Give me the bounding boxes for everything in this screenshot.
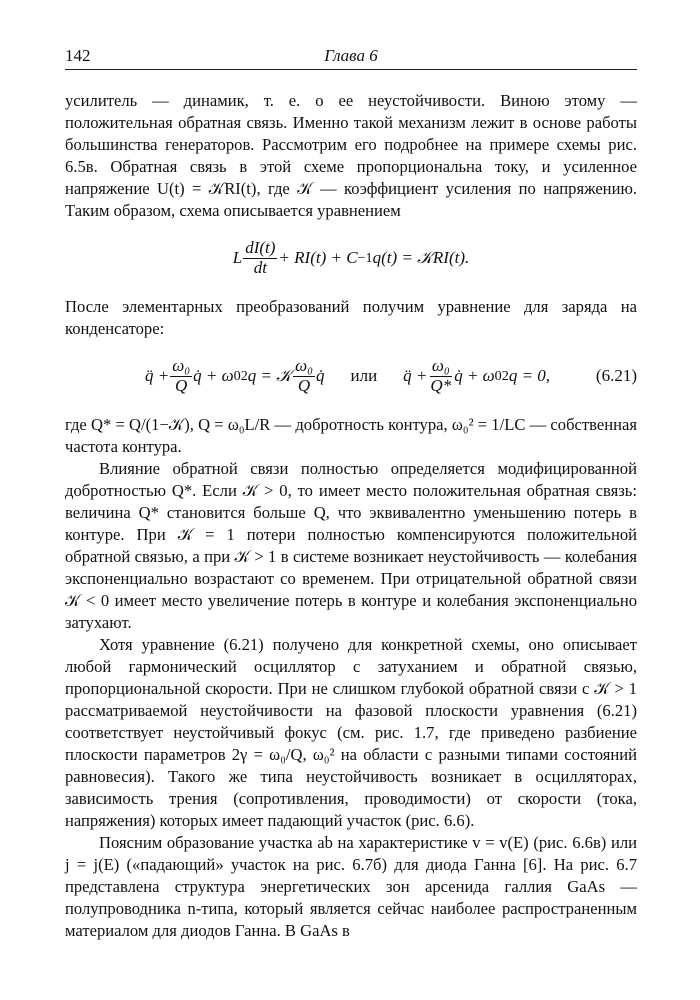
- eq2-frac-c-den: Q*: [430, 375, 452, 395]
- chapter-title: Глава 6: [324, 46, 378, 65]
- eq2-frac-a-num: ω₀: [172, 355, 191, 375]
- eq2-sup-a: 2: [240, 368, 248, 384]
- eq2-qdot-a: q̇ + ω: [193, 366, 234, 385]
- eq2-sup-b: 2: [501, 368, 509, 384]
- eq2-q-eq: q = 𝒦: [247, 366, 293, 385]
- paragraph-4: Влияние обратной связи полностью определяется модифицированной добротностью Q*. Если 𝒦 > 0, то имеет место положительная обратная связь: величина Q* становится больше Q, что эквивалентно уменьшению потерь в контуре. При 𝒦 = 1 потери полностью компенсируются положительной обратной связью, а при 𝒦 > 1 в системе возникает неустойчивость — колебания экспоненциально возрастают со временем. При отрицательной обратной связи 𝒦 < 0 имеет место увеличение потерь в контуре и колебания экспоненциально затухают.: [65, 459, 637, 632]
- paragraph-2: После элементарных преобразований получим уравнение для заряда на конденсаторе:: [65, 297, 637, 338]
- eq2-frac-a: [170, 357, 192, 395]
- eq2-frac-b: [293, 357, 315, 395]
- equation-6-21: [65, 348, 637, 404]
- paragraph-5: Хотя уравнение (6.21) получено для конкретной схемы, оно описывает любой гармонический осциллятор с затуханием и обратной связью, пропорциональной скорости. При не слишком глубокой обратной связи с 𝒦 > 1 рассматриваемой неустойчивости на фазовой плоскости уравнения (6.21) соответствует неустойчивый фокус (см. рис. 1.7, где приведено разбиение плоскости параметров 2γ = ω₀/Q, ω₀² на области с разными типами состояний равновесия). Такого же типа неустойчивость возникает в осцилляторах, зависимость трения (сопротивления, проводимости) от скорости (тока, напряжения) которых имеет падающий участок (рис. 6.6).: [65, 635, 637, 830]
- eq2-qdot-b: q̇ + ω: [454, 366, 495, 385]
- eq2-sub-b: 0: [494, 368, 502, 384]
- eq2-qdot-end: q̇: [315, 366, 325, 385]
- page-header: [65, 42, 637, 72]
- eq1-L: L: [232, 248, 243, 267]
- page-number: 142: [65, 46, 91, 65]
- paragraph-3: где Q* = Q/(1−𝒦), Q = ω₀L/R — добротность контура, ω₀² = 1/LC — собственная частота контура.: [65, 415, 637, 456]
- eq2-frac-c-num: ω₀: [431, 355, 450, 375]
- eq2-sub-a: 0: [233, 368, 241, 384]
- eq2-q-zero: q = 0,: [508, 366, 551, 385]
- paragraph-1: усилитель — динамик, т. е. о ее неустойчивости. Виною этому — положительная обратная связь. Именно такой механизм лежит в основе работы большинства генераторов. Рассмотрим его подробнее на примере схемы рис. 6.5в. Обратная связь в этой схеме пропорциональна току, и усиленное напряжение U(t) = 𝒦RI(t), где 𝒦 — коэффициент усиления по напряжению. Таким образом, схема описывается уравнением: [65, 91, 637, 220]
- equation-circuit: [65, 230, 637, 286]
- equation-6-21-content: [65, 348, 637, 404]
- page-body: [65, 90, 637, 942]
- eq1-rest1: + RI(t) + C: [278, 248, 358, 267]
- eq1-fraction: [243, 239, 277, 277]
- eq1-sup: −1: [357, 250, 373, 266]
- equation-circuit-content: [65, 230, 637, 286]
- eq1-rest2: q(t) = 𝒦RI(t).: [372, 248, 470, 267]
- eq1-numerator: dI(t): [245, 237, 276, 257]
- eq1-denominator: dt: [253, 257, 267, 277]
- eq2-or: или: [350, 366, 378, 385]
- eq2-frac-b-den: Q: [297, 375, 311, 395]
- paragraph-6: Поясним образование участка ab на характеристике v = v(E) (рис. 6.6в) или j = j(E) («падающий» участок на рис. 6.7б) для диода Ганна [6]. На рис. 6.7 представлена структура энергетических зон арсенида галлия GaAs — полупроводника n-типа, который является сейчас наиболее распространенным материалом для диодов Ганна. В GaAs в: [65, 833, 637, 940]
- eq2-frac-a-den: Q: [175, 375, 188, 395]
- header-rule: [65, 69, 637, 70]
- eq2-frac-b-num: ω₀: [295, 355, 313, 375]
- equation-number: (6.21): [595, 366, 637, 385]
- eq2-frac-c: [428, 357, 453, 395]
- eq2-qddot-b: q̈ +: [403, 366, 428, 385]
- eq2-qddot-a: q̈ +: [145, 366, 170, 385]
